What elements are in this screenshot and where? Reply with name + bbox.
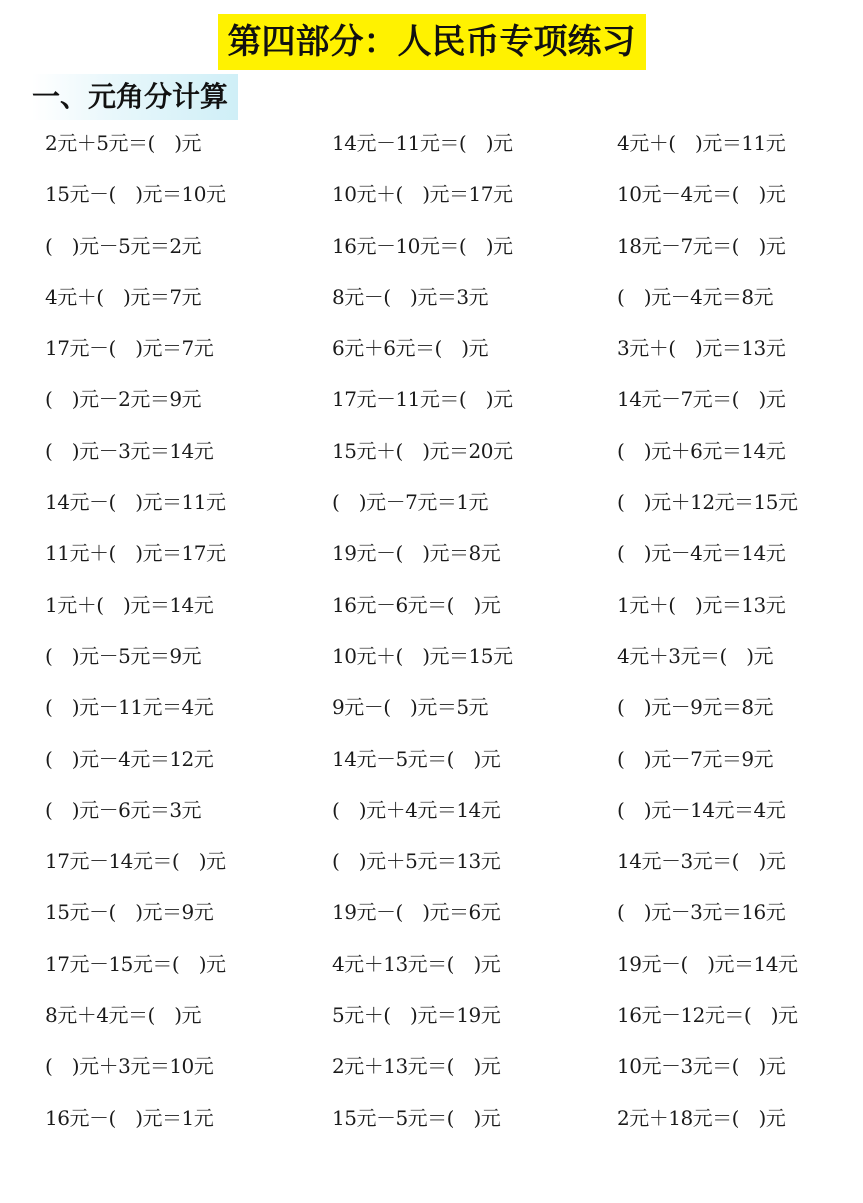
problem-item: ( )元－9元＝8元 [617,695,774,720]
problem-item: ( )元－4元＝14元 [617,541,786,566]
problem-item: 17元－15元＝( )元 [45,951,226,976]
title-container [0,14,863,70]
problem-item: 2元＋18元＝( )元 [617,1105,786,1130]
problem-item: 17元－( )元＝7元 [45,336,214,361]
problem-item: 15元－( )元＝10元 [45,182,226,207]
problem-item: 2元＋5元＝( )元 [45,131,202,155]
problem-item: 8元－( )元＝3元 [332,284,489,309]
problem-item: ( )元－7元＝9元 [617,746,774,771]
problem-item: 18元－7元＝( )元 [617,233,786,258]
problem-item: 15元－5元＝( )元 [332,1105,501,1130]
problem-item: ( )元－3元＝14元 [45,438,214,463]
problem-item: 15元＋( )元＝20元 [332,438,513,463]
problem-item: 4元＋3元＝( )元 [617,643,774,668]
problem-item: 1元＋( )元＝14元 [45,592,214,617]
problem-item: ( )元－3元＝16元 [617,900,786,925]
problem-item: 17元－11元＝( )元 [332,387,513,412]
problem-item: 14元－5元＝( )元 [332,746,501,771]
problem-item: ( )元－11元＝4元 [45,695,214,720]
problem-item: ( )元－5元＝9元 [45,643,202,668]
problem-item: 8元＋4元＝( )元 [45,1003,202,1028]
problem-item: 10元＋( )元＝17元 [332,182,513,207]
problem-item: 14元－7元＝( )元 [617,387,786,412]
problem-item: ( )元－4元＝12元 [45,746,214,771]
problem-item: 10元－4元＝( )元 [617,182,786,207]
problem-item: 17元－14元＝( )元 [45,849,226,874]
problem-item: 1元＋( )元＝13元 [617,592,786,617]
section-heading: 一、元角分计算 [32,74,238,120]
problem-item: ( )元－4元＝8元 [617,284,774,309]
problem-item: 16元－6元＝( )元 [332,592,501,617]
problem-item: ( )元－6元＝3元 [45,797,202,822]
page-title: 第四部分：人民币专项练习 [218,14,646,70]
problem-grid [45,118,845,1144]
problem-item: 14元－3元＝( )元 [617,849,786,874]
problem-item: 19元－( )元＝8元 [332,541,501,566]
problem-item: 4元＋( )元＝7元 [45,284,202,309]
problem-item: ( )元＋12元＝15元 [617,490,798,515]
problem-item: 4元＋13元＝( )元 [332,951,501,976]
problem-item: ( )元＋5元＝13元 [332,849,501,874]
problem-item: 11元＋( )元＝17元 [45,541,226,566]
problem-item: ( )元－7元＝1元 [332,490,489,515]
problem-item: 2元＋13元＝( )元 [332,1054,501,1079]
problem-item: ( )元＋3元＝10元 [45,1054,214,1079]
problem-item: 3元＋( )元＝13元 [617,336,786,361]
problem-item: 9元－( )元＝5元 [332,695,489,720]
problem-item: 10元＋( )元＝15元 [332,643,513,668]
problem-item: 19元－( )元＝14元 [617,951,798,976]
problem-item: 14元－11元＝( )元 [332,131,513,155]
problem-item: ( )元－2元＝9元 [45,387,202,412]
problem-item: 10元－3元＝( )元 [617,1054,786,1079]
problem-item: 5元＋( )元＝19元 [332,1003,501,1028]
problem-item: 14元－( )元＝11元 [45,490,226,515]
problem-item: 6元＋6元＝( )元 [332,336,489,361]
problem-item: 15元－( )元＝9元 [45,900,214,925]
problem-item: ( )元－14元＝4元 [617,797,786,822]
problem-item: ( )元－5元＝2元 [45,233,202,258]
problem-item: 4元＋( )元＝11元 [617,131,786,155]
problem-item: ( )元＋4元＝14元 [332,797,501,822]
problem-item: 16元－10元＝( )元 [332,233,513,258]
problem-item: ( )元＋6元＝14元 [617,438,786,463]
problem-item: 16元－12元＝( )元 [617,1003,798,1028]
problem-item: 19元－( )元＝6元 [332,900,501,925]
problem-item: 16元－( )元＝1元 [45,1105,214,1130]
